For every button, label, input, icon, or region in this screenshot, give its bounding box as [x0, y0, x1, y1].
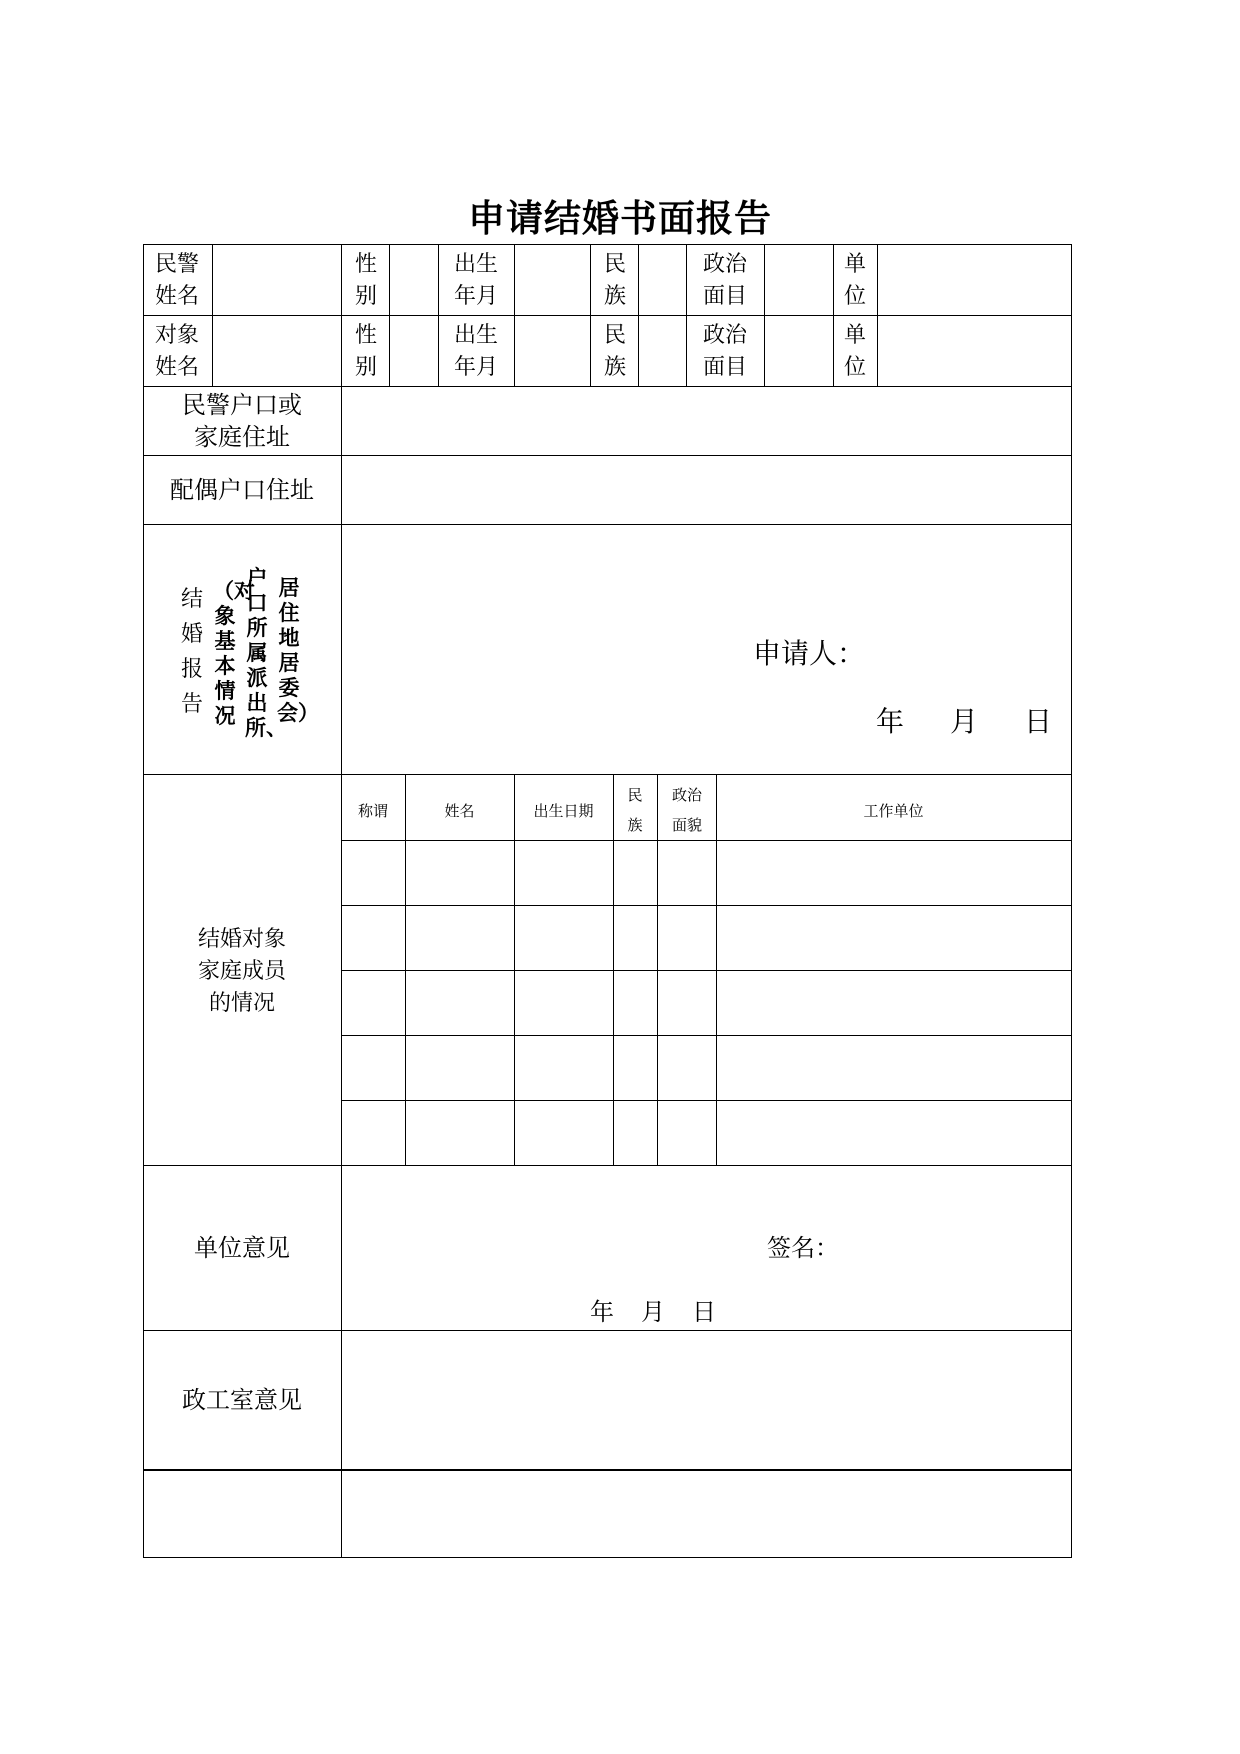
rule: [764, 244, 765, 386]
rule: [405, 774, 406, 1165]
police-gender-label: 性别: [355, 252, 378, 309]
rule: [833, 244, 834, 386]
unit-opinion-label: 单位意见: [194, 1234, 290, 1262]
applicant-label: 申请人：: [753, 637, 866, 670]
rule: [143, 524, 1072, 525]
rule: [514, 774, 515, 1165]
spouse-gender-label: 性别: [355, 323, 378, 380]
rule: [613, 774, 614, 1165]
family-header-work: 工作单位: [863, 802, 924, 820]
rule: [438, 244, 439, 386]
spouse-name-label: 对象姓名: [155, 323, 200, 380]
spouse-political-label: 政治面目: [703, 323, 748, 380]
rule: [341, 905, 1072, 906]
police-unit-label: 单位: [844, 252, 867, 309]
report-label-col3: 户口所属派出所、: [245, 565, 287, 740]
family-header-political: 政治面貌: [672, 786, 703, 834]
police-name-label: 民警姓名: [155, 252, 200, 309]
report-date-month: 月: [950, 705, 979, 738]
unit-date-year: 年: [590, 1298, 614, 1326]
family-header-relation: 称谓: [357, 802, 388, 820]
rule: [638, 244, 639, 386]
rule: [389, 244, 390, 386]
police-address-label: 民警户口或家庭住址: [182, 391, 302, 451]
report-date-year: 年: [876, 705, 905, 738]
rule: [590, 244, 591, 386]
rule: [143, 1557, 1072, 1558]
rule: [1071, 244, 1072, 1558]
spouse-unit-label: 单位: [844, 323, 867, 380]
signature-label: 签名：: [767, 1234, 839, 1262]
spouse-ethnic-label: 民族: [604, 323, 627, 380]
family-header-birth: 出生日期: [533, 802, 594, 820]
political-office-opinion-label: 政工室意见: [182, 1386, 302, 1414]
extra-field[interactable]: [342, 1471, 1070, 1556]
family-label-line3: 的情况: [208, 991, 275, 1016]
spouse-birth-label: 出生年月: [454, 323, 499, 380]
report-label-col4: 居住地居委会）: [277, 575, 319, 725]
rule: [341, 840, 1072, 841]
rule: [143, 1330, 1072, 1331]
family-label-line1: 结婚对象: [197, 927, 286, 952]
rule: [143, 774, 1072, 775]
spouse-address-label: 配偶户口住址: [170, 476, 314, 504]
family-header-name: 姓名: [444, 802, 475, 820]
report-label-col1: 结婚报告: [180, 587, 203, 717]
police-name-field[interactable]: [213, 245, 340, 314]
report-label-col2: （对象基本情况: [213, 578, 255, 728]
rule: [341, 1035, 1072, 1036]
rule: [716, 774, 717, 1165]
rule: [686, 244, 687, 386]
rule: [341, 1100, 1072, 1101]
police-political-label: 政治面目: [703, 252, 748, 309]
page-title: 申请结婚书面报告: [468, 196, 772, 240]
unit-date-month: 月: [641, 1298, 665, 1326]
report-date-day: 日: [1024, 705, 1053, 738]
police-ethnic-label: 民族: [604, 252, 627, 309]
police-address-field[interactable]: [342, 387, 1070, 454]
police-birth-label: 出生年月: [454, 252, 499, 309]
spouse-name-field[interactable]: [213, 316, 340, 385]
rule: [143, 1165, 1072, 1166]
spouse-address-field[interactable]: [342, 456, 1070, 523]
rule: [514, 244, 515, 386]
family-header-ethnic: 民族: [627, 786, 643, 834]
unit-date-day: 日: [692, 1298, 716, 1326]
family-label-line2: 家庭成员: [197, 959, 286, 984]
rule: [341, 970, 1072, 971]
rule: [657, 774, 658, 1165]
rule: [877, 244, 878, 386]
rule: [143, 244, 144, 1558]
